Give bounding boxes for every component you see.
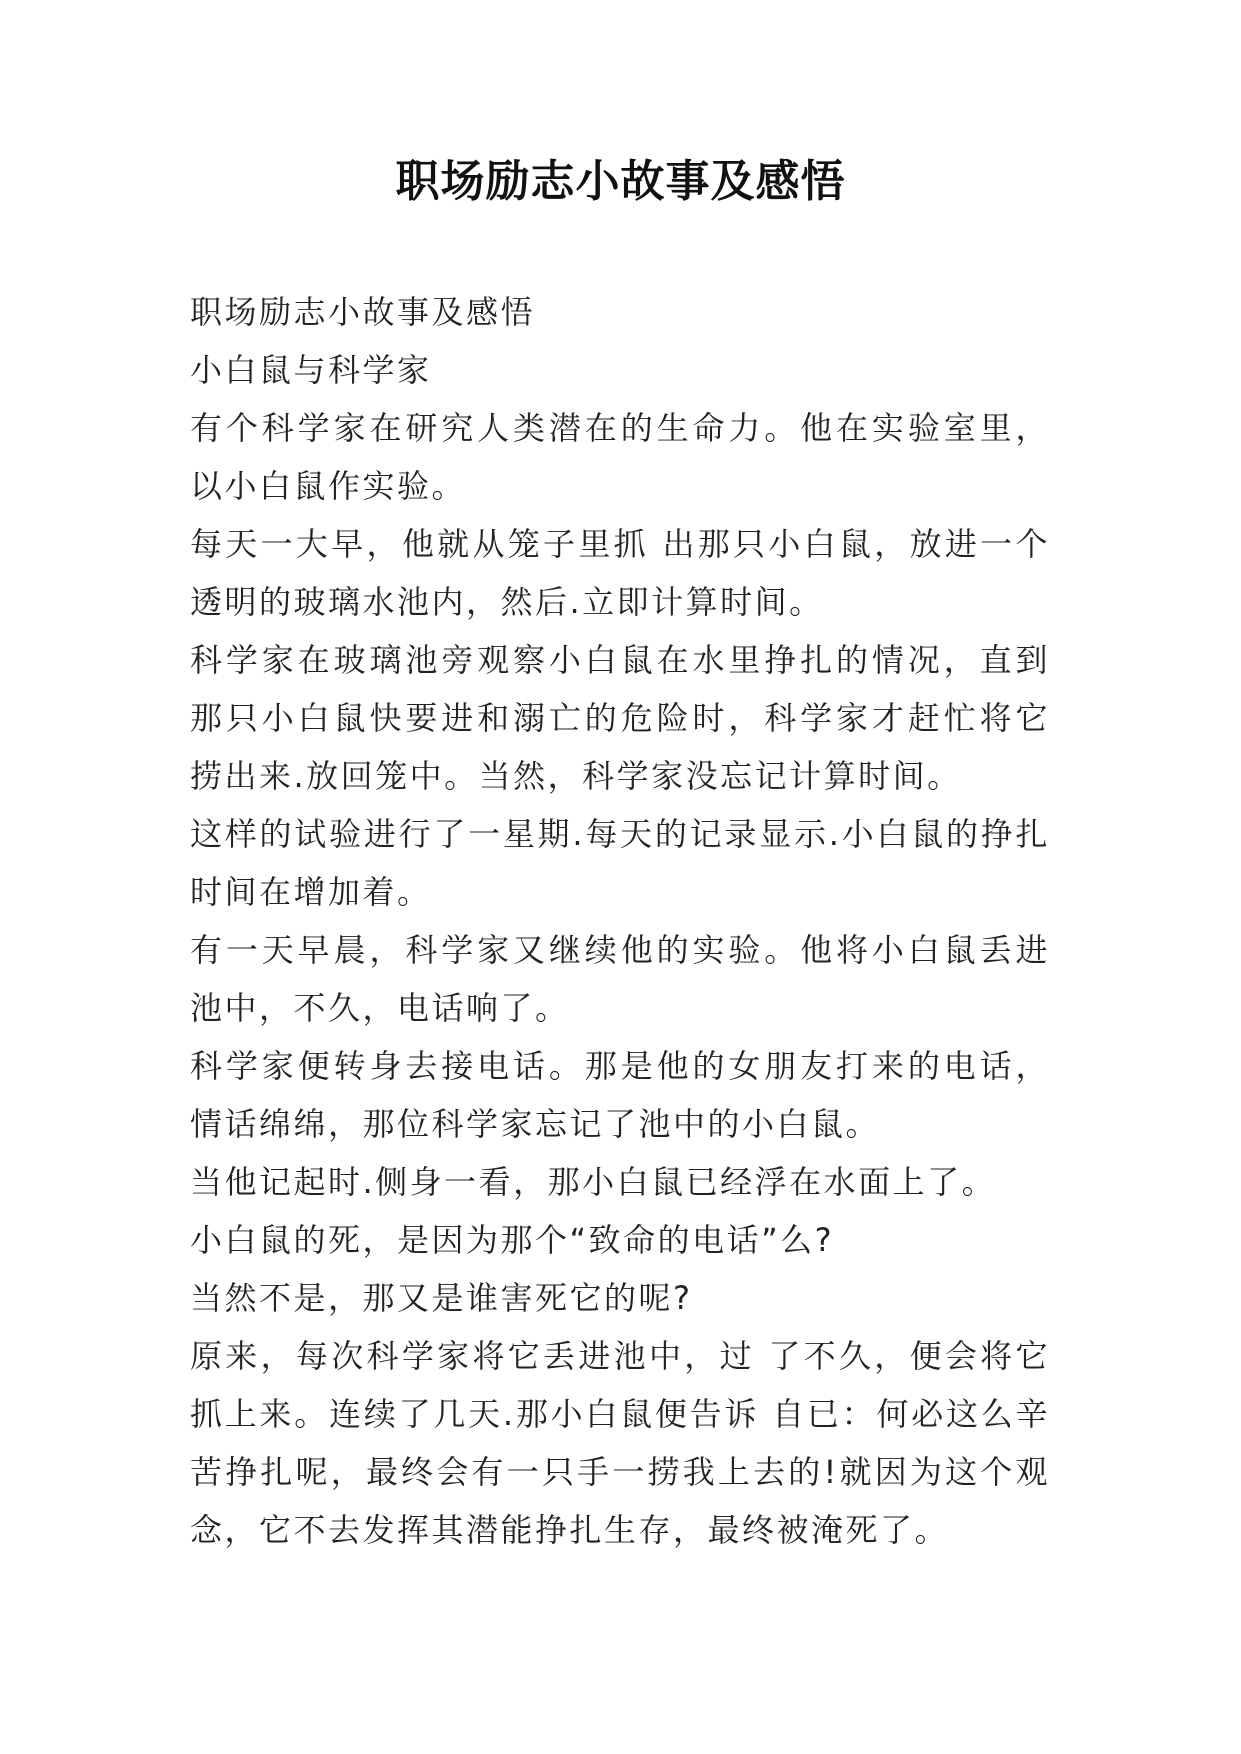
paragraph: 科学家在玻璃池旁观察小白鼠在水里挣扎的情况，直到那只小白鼠快要进和溺亡的危险时，科学家才赶忙将它捞出来.放回笼中。当然，科学家没忘记计算时间。	[190, 641, 1050, 795]
paragraph: 小白鼠的死，是因为那个“致命的电话”么?	[190, 1221, 835, 1259]
paragraph: 有个科学家在研究人类潜在的生命力。他在实验室里，以小白鼠作实验。	[190, 409, 1050, 505]
paragraph: 当他记起时.侧身一看，那小白鼠已经浮在水面上了。	[190, 1163, 997, 1201]
paragraph-story-title: 小白鼠与科学家	[190, 351, 432, 389]
paragraph: 当然不是，那又是谁害死它的呢?	[190, 1279, 693, 1317]
document-title: 职场励志小故事及感悟	[395, 156, 846, 207]
paragraph: 这样的试验进行了一星期.每天的记录显示.小白鼠的挣扎时间在增加着。	[190, 815, 1050, 911]
paragraph: 有一天早晨，科学家又继续他的实验。他将小白鼠丢进池中，不久，电话响了。	[190, 931, 1050, 1027]
document-body	[190, 283, 1050, 1559]
paragraph-subtitle: 职场励志小故事及感悟	[190, 293, 536, 331]
paragraph: 每天一大早，他就从笼子里抓 出那只小白鼠，放进一个透明的玻璃水池内，然后.立即计算时间。	[190, 525, 1050, 621]
paragraph: 科学家便转身去接电话。那是他的女朋友打来的电话，情话绵绵，那位科学家忘记了池中的小白鼠。	[190, 1047, 1050, 1143]
paragraph: 原来，每次科学家将它丢进池中，过 了不久，便会将它抓上来。连续了几天.那小白鼠便告诉 自已：何必这么辛苦挣扎呢，最终会有一只手一捞我上去的!就因为这个观念，它不去发挥其潜能挣扎生存，最终被淹死了。	[190, 1337, 1050, 1549]
